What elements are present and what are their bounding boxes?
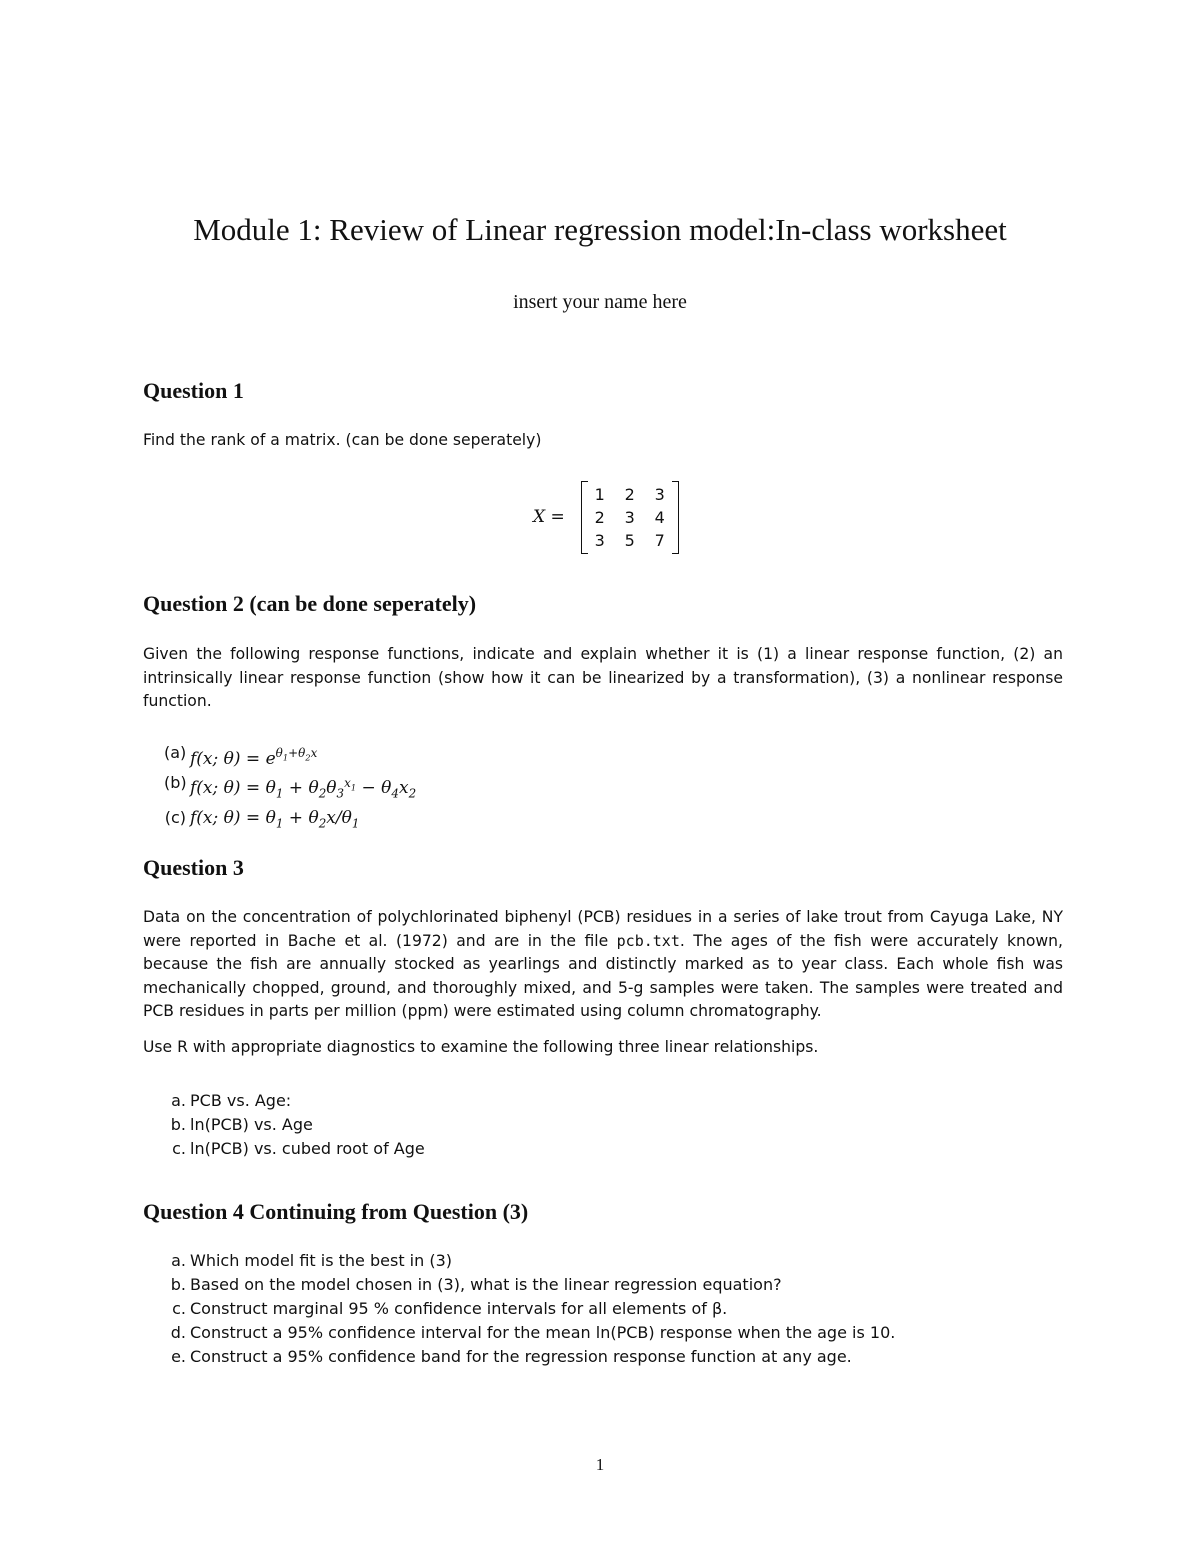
list-item (170, 1321, 896, 1345)
data-filename: pcb.txt (616, 931, 680, 950)
list-marker: b. (170, 1275, 186, 1294)
matrix-cell: 3 (594, 530, 605, 550)
list-item (164, 806, 416, 835)
formula-b: f(x; $\theta) = \theta_1 + \theta_2\theta_3^{x_1} - \theta_4x_2$ (190, 775, 417, 801)
formula-a: f(x; $\theta) = e^{\theta_1+\theta_2x}$ (190, 746, 318, 769)
list-marker: (c) (164, 807, 186, 827)
list-item (164, 771, 417, 806)
list-item (171, 1345, 895, 1369)
question-1-text: Find the rank of a matrix. (can be done seperately) (143, 431, 542, 449)
list-marker: (b) (164, 772, 187, 792)
question-3-instructions: Use R with appropriate diagnostics to examine the following three linear relationships. (143, 1038, 819, 1056)
matrix-cell: 4 (654, 507, 665, 527)
question-3-heading: Question 3 (143, 855, 244, 880)
list-item-text: ln(PCB) vs. cubed root of Age (190, 1139, 425, 1158)
question-3-text-part: Data on the concentration of polychlorinated biphenyl (PCB) residues in a series of lake trout from Cayuga Lake, NY were reported in Bache et al. (1972) and are in the file (143, 908, 1063, 950)
document-title: Module 1: Review of Linear regression model:In-class worksheet (193, 212, 1007, 247)
list-marker: e. (171, 1347, 186, 1366)
question-4-heading: Question 4 Continuing from Question (3) (143, 1199, 529, 1224)
list-item (171, 1089, 425, 1113)
list-marker: c. (172, 1299, 186, 1318)
list-marker: b. (170, 1115, 186, 1134)
list-item-text: Construct marginal 95 % confidence intervals for all elements of β. (190, 1299, 728, 1318)
list-item-text: Construct a 95% confidence band for the regression response function at any age. (190, 1347, 852, 1366)
question-2-heading: Question 2 (can be done seperately) (143, 591, 477, 616)
list-item (170, 1113, 425, 1137)
list-item-text: Construct a 95% confidence interval for the mean ln(PCB) response when the age is 10. (190, 1323, 896, 1342)
list-marker: (a) (164, 743, 187, 762)
question-2-text: Given the following response functions, indicate and explain whether it is (1) a linear response function, (2) an intrinsically linear response function (show how it can be linearized by a transformation), (3) a nonlinear response function. (143, 645, 1063, 710)
matrix-cell: 3 (624, 507, 635, 527)
question-1-heading: Question 1 (143, 378, 244, 403)
list-item (164, 741, 416, 771)
matrix-cell: 1 (594, 484, 605, 504)
list-item-text: ln(PCB) vs. Age (190, 1115, 313, 1134)
list-item (172, 1297, 895, 1321)
matrix-cell: 2 (594, 507, 605, 527)
relationship-list (170, 1089, 425, 1161)
matrix-label: X = (533, 507, 565, 527)
list-item (170, 1273, 895, 1297)
formula-c: f(x; $\theta) = \theta_1 + \theta_2x/\theta_1$ (190, 807, 360, 831)
page-number: 1 (595, 1455, 605, 1474)
author-line: insert your name here (513, 291, 687, 313)
matrix-cell: 2 (624, 484, 635, 504)
question-3-text (143, 906, 1063, 1024)
matrix-cell: 7 (654, 530, 665, 550)
task-list (170, 1249, 896, 1369)
list-item (171, 1249, 895, 1273)
list-item-text: Which model fit is the best in (3) (190, 1251, 453, 1270)
list-marker: a. (171, 1251, 186, 1270)
list-item-text: PCB vs. Age: (190, 1091, 292, 1110)
list-item-text: Based on the model chosen in (3), what is the linear regression equation? (190, 1275, 782, 1294)
question-3-text-part: . The ages of the fish were accurately known, because the fish are annually stocked as yearlings and distinctly marked as to year class. Each whole fish was mechanically chopped, ground, and thoroughly mixed, and 5-g samples were taken. The samples were treated and PCB residues in parts per million (ppm) were estimated using column chromatography. (143, 931, 1063, 1020)
list-marker: a. (171, 1091, 186, 1110)
matrix-equation (533, 480, 679, 554)
response-function-list (164, 741, 417, 835)
matrix-cell: 3 (654, 484, 665, 504)
matrix-x (581, 481, 679, 554)
list-marker: d. (170, 1323, 186, 1342)
matrix-cell: 5 (624, 530, 635, 550)
list-item (172, 1137, 425, 1161)
list-marker: c. (172, 1139, 186, 1158)
